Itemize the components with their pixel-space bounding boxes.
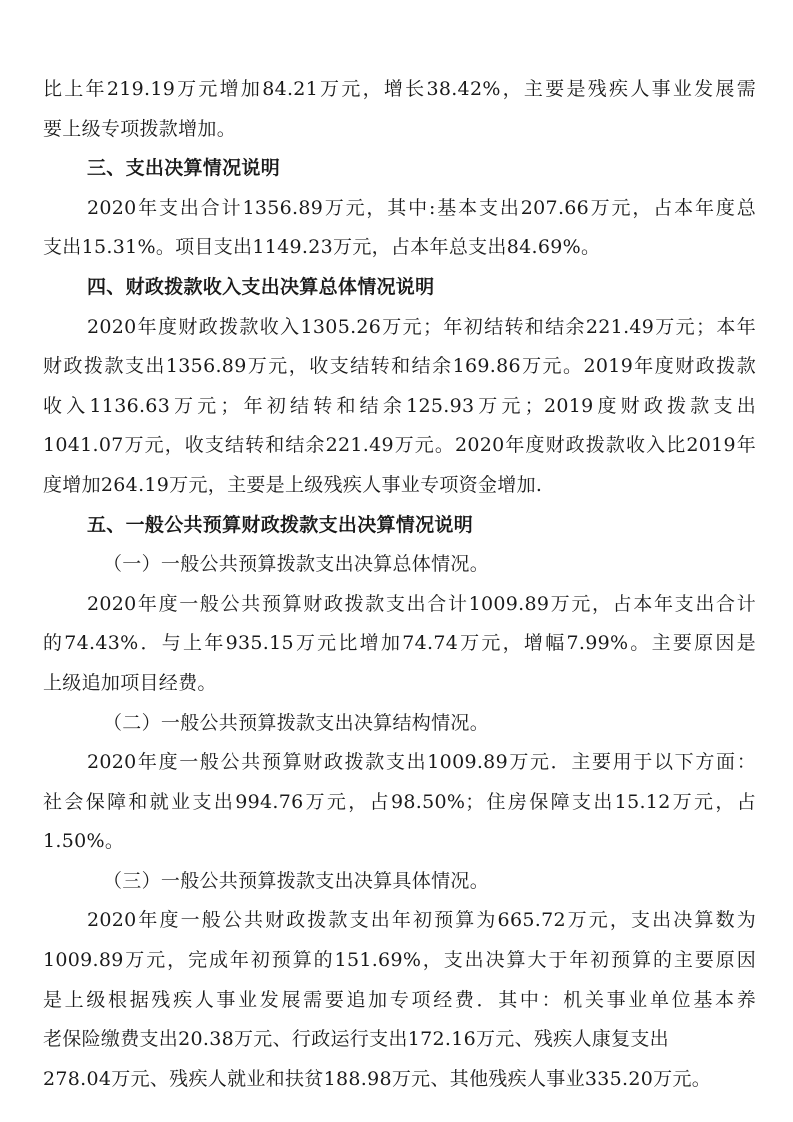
paragraph-line: 老保险缴费支出20.38万元、行政运行支出172.16万元、残疾人康复支出 bbox=[43, 1028, 669, 1051]
paragraph-line: 是上级根据残疾人事业发展需要追加专项经费．其中：机关事业单位基本养 bbox=[43, 988, 756, 1011]
paragraph-line: 要上级专项拨款增加。 bbox=[43, 117, 237, 140]
section-heading: 三、支出决算情况说明 bbox=[87, 157, 281, 180]
paragraph-line: 收入1136.63万元；年初结转和结余125.93万元；2019度财政拨款支出 bbox=[43, 394, 756, 417]
paragraph-line: 的74.43%．与上年935.15万元比增加74.74万元，增幅7.99%。主要原因是 bbox=[43, 632, 756, 655]
paragraph-line: 上级追加项目经费。 bbox=[43, 671, 217, 694]
paragraph-line: 支出15.31%。项目支出1149.23万元，占本年总支出84.69%。 bbox=[43, 236, 601, 259]
subsection-heading: （二）一般公共预算拨款支出决算结构情况。 bbox=[103, 711, 490, 734]
paragraph-line: 2020年度财政拨款收入1305.26万元；年初结转和结余221.49万元；本年 bbox=[87, 315, 756, 338]
section-heading: 五、一般公共预算财政拨款支出决算情况说明 bbox=[87, 513, 474, 536]
paragraph-line: 2020年支出合计1356.89万元，其中:基本支出207.66万元，占本年度总 bbox=[87, 196, 756, 219]
subsection-heading: （三）一般公共预算拨款支出决算具体情况。 bbox=[103, 869, 490, 892]
paragraph-line: 度增加264.19万元，主要是上级残疾人事业专项资金增加. bbox=[43, 473, 543, 496]
paragraph-line: 278.04万元、残疾人就业和扶贫188.98万元、其他残疾人事业335.20万元。 bbox=[43, 1067, 712, 1090]
subsection-heading: （一）一般公共预算拨款支出决算总体情况。 bbox=[103, 553, 490, 576]
paragraph-line: 2020年度一般公共预算财政拨款支出合计1009.89万元，占本年支出合计 bbox=[87, 592, 756, 615]
paragraph-line: 1041.07万元，收支结转和结余221.49万元。2020年度财政拨款收入比2019年 bbox=[43, 434, 756, 457]
paragraph-line: 比上年219.19万元增加84.21万元，增长38.42%，主要是残疾人事业发展需 bbox=[43, 78, 756, 100]
paragraph-line: 1009.89万元，完成年初预算的151.69%，支出决算大于年初预算的主要原因 bbox=[43, 949, 756, 972]
paragraph-line: 社会保障和就业支出994.76万元，占98.50%；住房保障支出15.12万元，占 bbox=[43, 790, 756, 813]
paragraph-line: 2020年度一般公共预算财政拨款支出1009.89万元．主要用于以下方面： bbox=[87, 751, 756, 774]
section-heading: 四、财政拨款收入支出决算总体情况说明 bbox=[87, 275, 435, 298]
paragraph-line: 财政拨款支出1356.89万元，收支结转和结余169.86万元。2019年度财政拨款 bbox=[43, 355, 756, 378]
paragraph-line: 1.50%。 bbox=[43, 830, 125, 853]
paragraph-line: 2020年度一般公共财政拨款支出年初预算为665.72万元，支出决算数为 bbox=[87, 909, 756, 932]
